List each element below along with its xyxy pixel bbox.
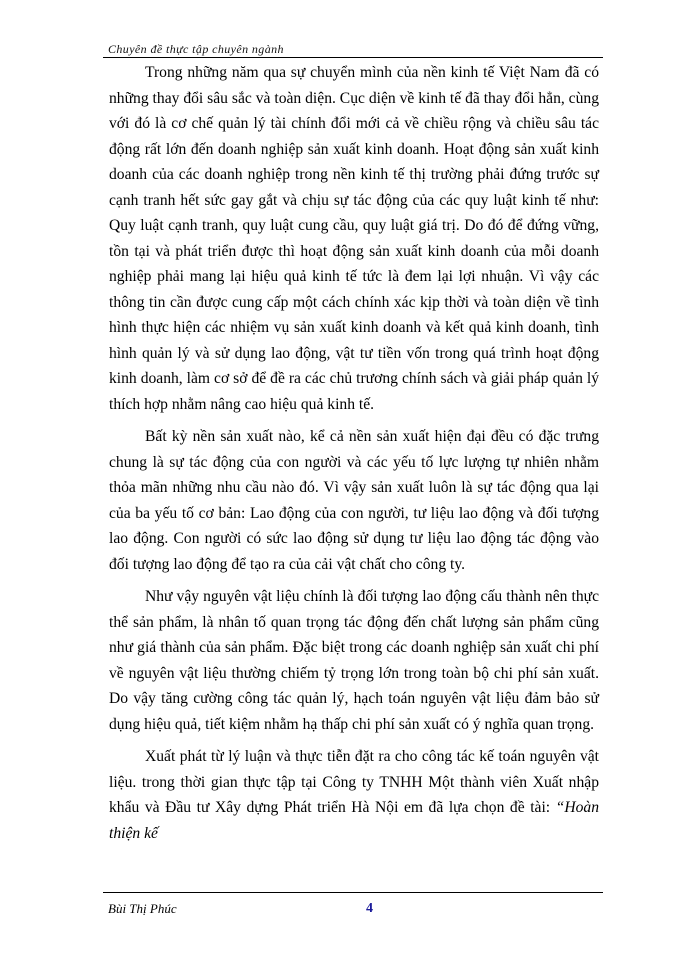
paragraph-4-text: Xuất phát từ lý luận và thực tiễn đặt ra cho công tác kế toán nguyên vật liệu. trong thời gian thực tập tại Công ty TNHH Một thành viên Xuất nhập khẩu và Đầu tư Xây dựng Phát triển Hà Nội em đã lựa chọn đề tài: xyxy=(109,748,599,816)
page-number: 4 xyxy=(366,901,373,916)
paragraph-2: Bất kỳ nền sản xuất nào, kể cả nền sản xuất hiện đại đều có đặc trưng chung là sự tác động của con người và các yếu tố lực lượng tự nhiên nhằm thỏa mãn những nhu cầu nào đó. Vì vậy sản xuất luôn là sự tác động qua lại của ba yếu tố cơ bản: Lao động của con người, tư liệu lao động và đối tượng lao động. Con người có sức lao động sử dụng tư liệu lao động tác động vào đối tượng lao động để tạo ra của cải vật chất cho công ty. xyxy=(109,428,599,573)
thesis-title-start: “Hoàn thiện kế xyxy=(109,799,599,842)
paragraph-3: Như vậy nguyên vật liệu chính là đối tượng lao động cấu thành nên thực thể sản phẩm, là nhân tố quan trọng tác động đến chất lượng sản phẩm cũng như giá thành của sản phẩm. Đặc biệt trong các doanh nghiệp sản xuất chi phí về nguyên vật liệu thường chiếm tỷ trọng lớn trong toàn bộ chi phí sản xuất. Do vậy tăng cường công tác quản lý, hạch toán nguyên vật liệu đảm bảo sử dụng hiệu quả, tiết kiệm nhằm hạ thấp chi phí sản xuất có ý nghĩa quan trọng. xyxy=(109,588,599,733)
header-divider xyxy=(103,57,603,58)
header-title: Chuyên đề thực tập chuyên ngành xyxy=(108,42,284,56)
document-body xyxy=(109,60,599,853)
paragraph-1: Trong những năm qua sự chuyển mình của nền kinh tế Việt Nam đã có những thay đổi sâu sắc và toàn diện. Cục diện về kinh tế đã thay đổi hẳn, cùng với đó là cơ chế quản lý tài chính đổi mới cả về chiều rộng và chiều sâu tác động rất lớn đến doanh nghiệp sản xuất kinh doanh. Hoạt động sản xuất kinh doanh của các doanh nghiệp trong nền kinh tế thị trường phải đứng trước sự cạnh tranh hết sức gay gắt và chịu sự tác động của các quy luật kinh tế như: Quy luật cạnh tranh, quy luật cung cầu, quy luật giá trị. Do đó để đứng vững, tồn tại và phát triển được thì hoạt động sản xuất kinh doanh của mỗi doanh nghiệp phải mang lại hiệu quả kinh tế tức là đem lại lợi nhuận. Vì vậy các thông tin cần được cung cấp một cách chính xác kịp thời và toàn diện về tình hình thực hiện các nhiệm vụ sản xuất kinh doanh và kết quả kinh doanh, tình hình quản lý và sử dụng lao động, vật tư tiền vốn trong quá trình hoạt động kinh doanh, làm cơ sở để đề ra các chủ trương chính sách và giải pháp quản lý thích hợp nhằm nâng cao hiệu quả kinh tế. xyxy=(109,64,599,413)
footer-divider xyxy=(103,892,603,893)
paragraph-4 xyxy=(109,744,599,846)
footer-author: Bùi Thị Phúc xyxy=(108,901,177,916)
